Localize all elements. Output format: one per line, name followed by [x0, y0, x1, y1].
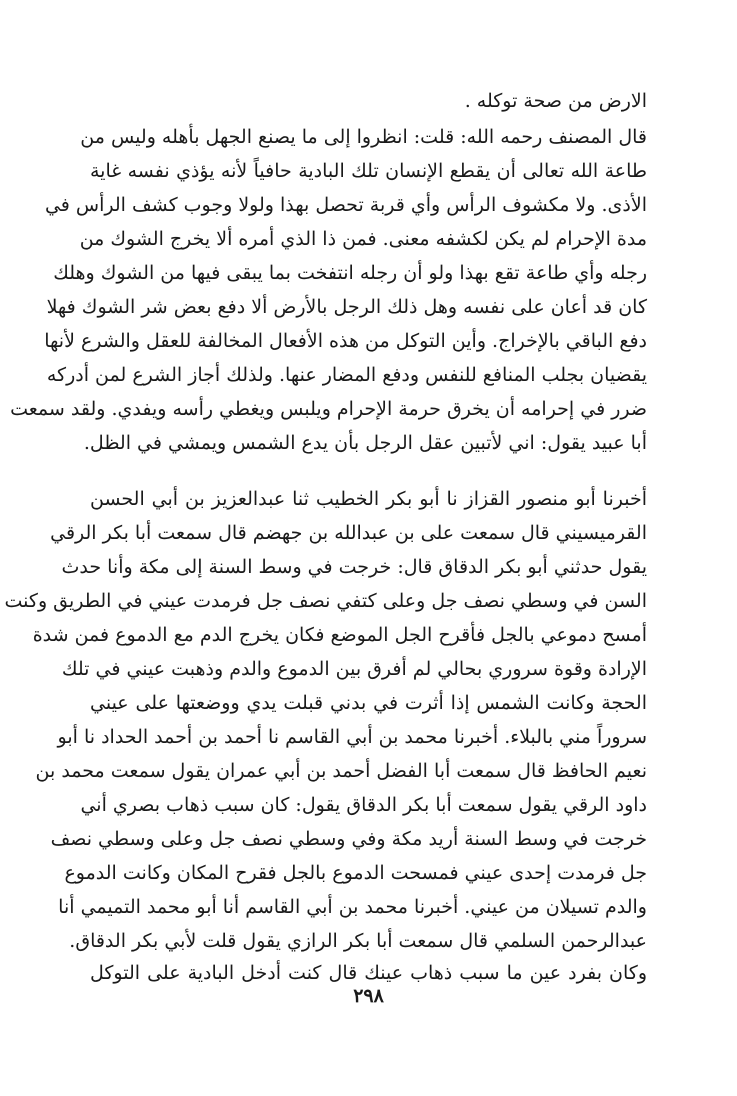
text-line-4: الأذى. ولا مكشوف الرأس وأي قربة تحصل بهذا ولولا وجوب كشف الرأس في — [44, 194, 647, 216]
text-line-2: قال المصنف رحمه الله: قلت: انظروا إلى ما يصنع الجهل بأهله وليس من — [80, 126, 647, 148]
text-line-6: رجله وأي طاعة تقع بهذا ولو أن رجله انتفخت بما يبقى فيها من الشوك وهلك — [53, 262, 647, 284]
text-line-17: الإرادة وقوة سروري بحالي لم أفرق بين الدموع والدم وذهبت عيني في تلك — [61, 658, 647, 680]
text-line-11: أبا عبيد يقول: اني لأتبين عقل الرجل بأن يدع الشمس ويمشي في الظل. — [83, 432, 647, 454]
text-line-18: الحجة وكانت الشمس إذا أثرت في بدني قبلت يدي ووضعتها على عيني — [90, 692, 647, 714]
text-line-23: جل فرمدت إحدى عيني فمسحت الدموع بالجل فقرح المكان وكانت الدموع — [64, 862, 647, 884]
text-line-3: طاعة الله تعالى أن يقطع الإنسان تلك البادية حافياً لأنه يؤذي نفسه غاية — [90, 160, 647, 182]
text-line-22: خرجت في وسط السنة أريد مكة وفي وسطي نصف جل وعلى وسطي نصف — [50, 828, 647, 850]
text-line-12: أخبرنا أبو منصور القزاز نا أبو بكر الخطيب ثنا عبدالعزيز بن أبي الحسن — [90, 488, 647, 510]
text-line-21: داود الرقي يقول سمعت أبا بكر الدقاق يقول: كان سبب ذهاب بصري أني — [80, 794, 647, 816]
text-line-8: دفع الباقي بالإخراج. وأين التوكل من هذه الأفعال المخالفة للعقل والشرع لأنها — [44, 330, 647, 352]
text-line-7: كان قد أعان على نفسه وهل ذلك الرجل بالأرض ألا دفع بعض شر الشوك فهلا — [46, 296, 647, 318]
page-number: ٢٩٨ — [353, 985, 384, 1007]
text-line-15: السن في وسطي نصف جل وعلى كتفي نصف جل فرمدت عيني في الطريق وكنت — [4, 590, 647, 612]
text-line-19: سروراً مني بالبلاء. أخبرنا محمد بن أبي القاسم نا أحمد بن أحمد الحداد نا أبو — [57, 726, 647, 748]
text-line-5: مدة الإحرام لم يكن لكشفه معنى. فمن ذا الذي أمره ألا يخرج الشوك من — [79, 228, 647, 250]
text-line-24: والدم تسيلان من عيني. أخبرنا محمد بن أبي القاسم أنا أبو محمد التميمي أنا — [58, 896, 647, 918]
text-line-10: ضرر في إحرامه أن يخرق حرمة الإحرام ويلبس ويغطي رأسه ويفدي. ولقد سمعت — [10, 398, 647, 420]
text-line-1: الارض من صحة توكله . — [464, 90, 647, 112]
text-line-13: القرميسيني قال سمعت على بن عبدالله بن جهضم قال سمعت أبا بكر الرقي — [50, 522, 647, 544]
text-line-9: يقضيان بجلب المنافع للنفس ودفع المضار عنها. ولذلك أجاز الشرع لمن أدركه — [46, 364, 647, 386]
text-line-14: يقول حدثني أبو بكر الدقاق قال: خرجت في وسط السنة إلى مكة وأنا حدث — [61, 556, 647, 578]
text-line-26: وكان بفرد عين ما سبب ذهاب عينك قال كنت أدخل البادية على التوكل — [90, 962, 647, 984]
text-line-25: عبدالرحمن السلمي قال سمعت أبا بكر الرازي يقول قلت لأبي بكر الدقاق. — [69, 930, 647, 952]
text-line-20: نعيم الحافظ قال سمعت أبا الفضل أحمد بن أبي عمران يقول سمعت محمد بن — [35, 760, 647, 782]
text-line-16: أمسح دموعي بالجل فأقرح الجل الموضع فكان يخرج الدم مع الدموع فمن شدة — [32, 624, 647, 646]
